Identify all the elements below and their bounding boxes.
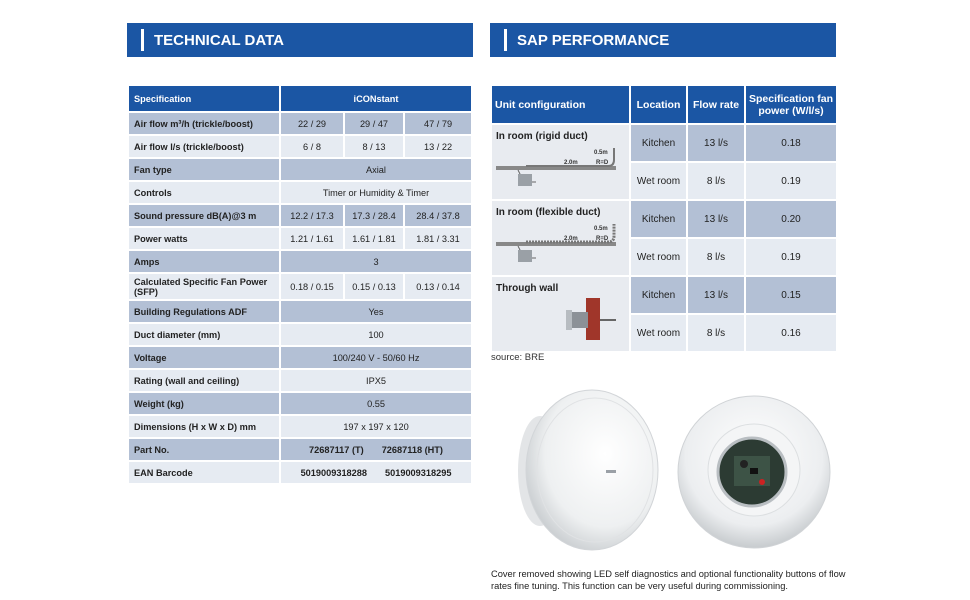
sap-performance-table (490, 84, 838, 353)
part-value: 5019009318295 (385, 467, 452, 478)
flow-rate-cell: 13 l/s (687, 200, 745, 238)
location-cell: Wet room (630, 238, 687, 276)
technical-data-title: TECHNICAL DATA (154, 31, 284, 49)
spec-row (128, 181, 472, 204)
spec-value: IPX5 (280, 369, 472, 392)
spec-row (128, 369, 472, 392)
diagram-label: R=D (596, 160, 609, 166)
spec-value: 22 / 29 (280, 112, 344, 135)
banner-bar (141, 29, 144, 51)
product-header: iCONstant (280, 85, 472, 112)
spec-row (128, 323, 472, 346)
spec-label: Dimensions (H x W x D) mm (128, 415, 280, 438)
spec-value: 1.21 / 1.61 (280, 227, 344, 250)
spec-row (128, 227, 472, 250)
spec-value: 0.15 / 0.13 (344, 273, 404, 300)
spec-value: 0.55 (280, 392, 472, 415)
spec-value: Axial (280, 158, 472, 181)
spec-label: Calculated Specific Fan Power (SFP) (128, 273, 280, 300)
spec-value: 197 x 197 x 120 (280, 415, 472, 438)
spec-value: 47 / 79 (404, 112, 472, 135)
diagram-label: 2.0m (564, 160, 578, 166)
spec-label: EAN Barcode (128, 461, 280, 484)
flow-rate-cell: 13 l/s (687, 276, 745, 314)
sap-row (491, 124, 837, 162)
fan-power-cell: 0.16 (745, 314, 837, 352)
sap-performance-title: SAP PERFORMANCE (517, 31, 670, 49)
spec-row (128, 415, 472, 438)
spec-row (128, 273, 472, 300)
flow-rate-header: Flow rate (687, 85, 745, 124)
spec-value: 1.81 / 3.31 (404, 227, 472, 250)
unit-configuration-cell (491, 124, 630, 200)
location-cell: Wet room (630, 314, 687, 352)
banner-bar (504, 29, 507, 51)
flow-rate-cell: 8 l/s (687, 314, 745, 352)
spec-label: Sound pressure dB(A)@3 m (128, 204, 280, 227)
diagram-label: 0.5m (594, 150, 608, 156)
spec-row (128, 158, 472, 181)
spec-label: Building Regulations ADF (128, 300, 280, 323)
spec-value: 100 (280, 323, 472, 346)
spec-value: 12.2 / 17.3 (280, 204, 344, 227)
technical-data-banner (127, 23, 473, 57)
duct-diagram (496, 146, 622, 188)
spec-row (128, 300, 472, 323)
spec-label: Part No. (128, 438, 280, 461)
spec-row (128, 346, 472, 369)
unit-configuration-label: In room (rigid duct) (496, 131, 588, 142)
spec-row (128, 135, 472, 158)
flow-rate-cell: 8 l/s (687, 162, 745, 200)
fan-cover-removed-photo (674, 392, 834, 552)
spec-value: 28.4 / 37.8 (404, 204, 472, 227)
location-header: Location (630, 85, 687, 124)
spec-value: 17.3 / 28.4 (344, 204, 404, 227)
spec-value: 29 / 47 (344, 112, 404, 135)
spec-value: 0.18 / 0.15 (280, 273, 344, 300)
location-cell: Wet room (630, 162, 687, 200)
spec-value: Yes (280, 300, 472, 323)
fan-power-cell: 0.18 (745, 124, 837, 162)
location-cell: Kitchen (630, 276, 687, 314)
spec-row (128, 461, 472, 484)
technical-data-table (127, 84, 473, 485)
spec-label: Air flow l/s (trickle/boost) (128, 135, 280, 158)
photo-caption: Cover removed showing LED self diagnostics and optional functionality buttons of flow rates fine tuning. This function can be very useful during commissioning. (491, 569, 846, 591)
fan-power-cell: 0.19 (745, 162, 837, 200)
part-value: 5019009318288 (300, 467, 367, 478)
diagram-label: 0.5m (594, 226, 608, 232)
fan-power-cell: 0.15 (745, 276, 837, 314)
duct-diagram (496, 222, 622, 264)
unit-configuration-label: In room (flexible duct) (496, 207, 601, 218)
spec-value-pair (280, 461, 472, 484)
spec-row (128, 392, 472, 415)
spec-value: Timer or Humidity & Timer (280, 181, 472, 204)
fan-power-header: Specification fan power (W/l/s) (745, 85, 837, 124)
fan-power-cell: 0.19 (745, 238, 837, 276)
sap-row (491, 276, 837, 314)
unit-configuration-cell (491, 200, 630, 276)
sap-performance-banner (490, 23, 836, 57)
spec-value-pair (280, 438, 472, 461)
flow-rate-cell: 8 l/s (687, 238, 745, 276)
part-value: 72687117 (T) (309, 444, 364, 455)
spec-label: Weight (kg) (128, 392, 280, 415)
part-value: 72687118 (HT) (381, 444, 443, 455)
spec-value: 3 (280, 250, 472, 273)
spec-value: 100/240 V - 50/60 Hz (280, 346, 472, 369)
spec-value: 1.61 / 1.81 (344, 227, 404, 250)
fan-photo (500, 388, 660, 553)
spec-value: 13 / 22 (404, 135, 472, 158)
location-cell: Kitchen (630, 200, 687, 238)
through-wall-diagram (496, 298, 622, 340)
sap-row (491, 200, 837, 238)
spec-label: Air flow m³/h (trickle/boost) (128, 112, 280, 135)
spec-label: Rating (wall and ceiling) (128, 369, 280, 392)
spec-row (128, 250, 472, 273)
diagram-label: R=D (596, 236, 609, 242)
unit-configuration-header: Unit configuration (491, 85, 630, 124)
spec-label: Power watts (128, 227, 280, 250)
spec-label: Controls (128, 181, 280, 204)
spec-row (128, 438, 472, 461)
spec-label: Voltage (128, 346, 280, 369)
unit-configuration-label: Through wall (496, 283, 559, 294)
spec-label: Amps (128, 250, 280, 273)
source-note: source: BRE (491, 352, 545, 363)
spec-row (128, 204, 472, 227)
spec-label: Duct diameter (mm) (128, 323, 280, 346)
spec-value: 8 / 13 (344, 135, 404, 158)
flow-rate-cell: 13 l/s (687, 124, 745, 162)
spec-value: 0.13 / 0.14 (404, 273, 472, 300)
diagram-label: 2.0m (564, 236, 578, 242)
location-cell: Kitchen (630, 124, 687, 162)
spec-row (128, 112, 472, 135)
fan-power-cell: 0.20 (745, 200, 837, 238)
spec-value: 6 / 8 (280, 135, 344, 158)
specification-header: Specification (128, 85, 280, 112)
unit-configuration-cell (491, 276, 630, 352)
spec-label: Fan type (128, 158, 280, 181)
